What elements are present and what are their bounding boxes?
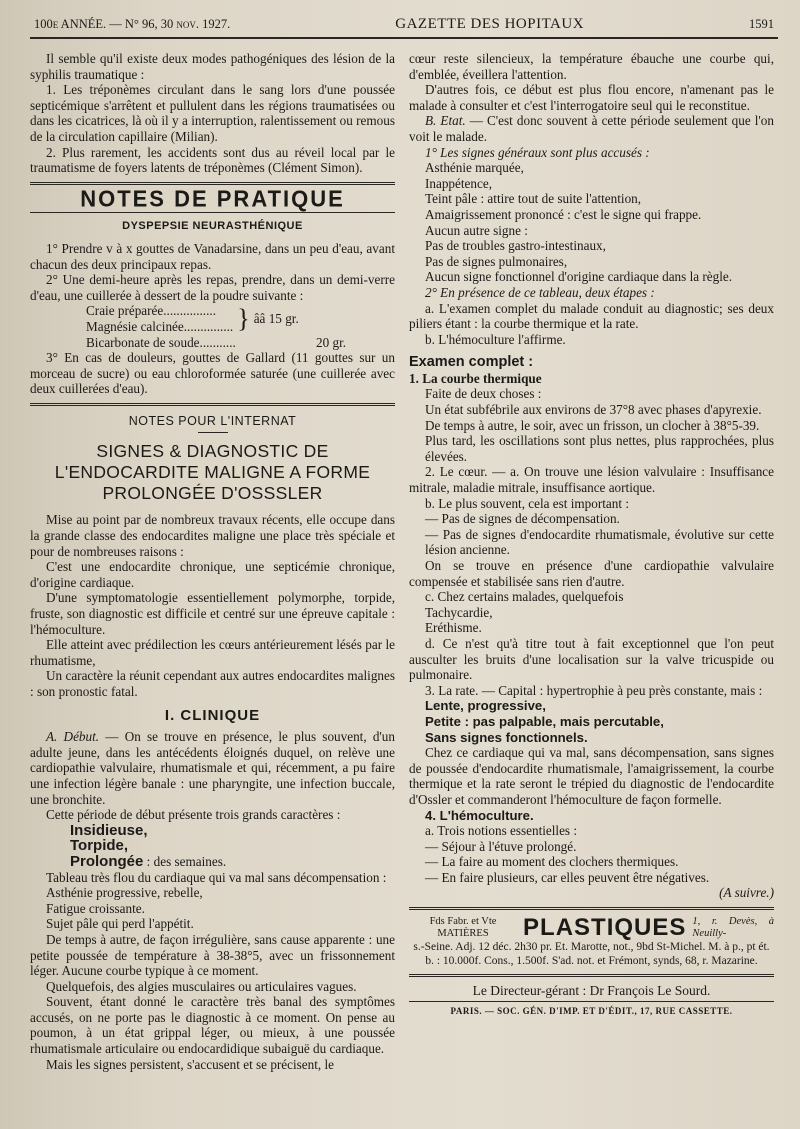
list-item: Teint pâle : attire tout de suite l'attention, bbox=[425, 191, 642, 207]
paragraph: Quelquefois, des algies musculaires ou articulaires vagues. bbox=[46, 978, 357, 994]
left-column bbox=[30, 51, 395, 1072]
divider bbox=[409, 907, 774, 910]
paragraph: D'autres fois, ce début est plus flou encore, n'amenant pas le malade à consulter et c'est l'interrogatoire seul qui le reconstitue. bbox=[409, 82, 774, 113]
ad-left: Fds Fabr. et Vte MATIÈRES bbox=[429, 916, 497, 940]
debut-label: A. Début. bbox=[46, 729, 100, 745]
paragraph: 3° En cas de douleurs, gouttes de Gallard (11 gouttes sur un morceau de sucre) ou eau chloroformée saturée (une cuillerée avec deux cuillerées d'eau). bbox=[30, 350, 395, 397]
list-item: Lente, progressive, bbox=[425, 698, 546, 714]
paragraph: Elle atteint avec prédilection les cœurs antérieurement lésés par le rhumatisme, bbox=[30, 637, 395, 668]
paragraph: b. Le plus souvent, cela est important : bbox=[425, 495, 629, 511]
page-header bbox=[30, 8, 778, 39]
formula-item: Bicarbonate de soude........... bbox=[86, 334, 236, 350]
list-item: Prolongée : des semaines. bbox=[70, 852, 227, 870]
list-item: Sans signes fonctionnels. bbox=[425, 729, 588, 745]
list-item: — Pas de signes d'endocardite rhumatismale, évolutive sur cette lésion ancienne. bbox=[425, 526, 774, 558]
journal-title: GAZETTE DES HOPITAUX bbox=[395, 16, 585, 32]
brace: } bbox=[237, 303, 250, 333]
list-item: Fatigue croissante. bbox=[46, 900, 145, 916]
list-item: Asthénie marquée, bbox=[425, 160, 524, 176]
imprint-line: PARIS. — SOC. GÉN. D'IMP. ET D'ÉDIT., 17, RUE CASSETTE. bbox=[450, 1005, 733, 1016]
page-number: 1591 bbox=[749, 17, 774, 31]
divider bbox=[198, 432, 228, 433]
paragraph: cœur reste silencieux, la température ébauche une courbe qui, d'emblée, éveillera l'attention. bbox=[409, 51, 774, 82]
list-item: Inappétence, bbox=[425, 175, 492, 191]
paragraph: D'une symptomatologie essentiellement polymorphe, torpide, fruste, son diagnostic est difficile et centré sur une épreuve capitale : l'hémoculture. bbox=[30, 590, 395, 637]
divider bbox=[409, 1001, 774, 1002]
section-title-notes: NOTES DE PRATIQUE bbox=[80, 185, 345, 212]
intro-paragraph: 1. Les tréponèmes circulant dans le sang lors d'une poussée septicémique s'arrêtent et pullulent dans les régions traumatisées ou dans les cicatrices, là où il y a interruption, ralentissement ou remous de la circulation capillaire (Milian). bbox=[30, 82, 395, 144]
subheading: 4. L'hémoculture. bbox=[425, 807, 534, 823]
list-item: — La faire au moment des clochers thermiques. bbox=[425, 854, 679, 870]
intro-paragraph: Il semble qu'il existe deux modes pathogéniques des lésion de la syphilis traumatique : bbox=[30, 51, 395, 82]
paragraph: Mise au point par de nombreux travaux récents, elle occupe dans la grande classe des endocardites maligne une place très spéciale et pour de nombreuses raisons : bbox=[30, 512, 395, 559]
paragraph: b. L'hémoculture l'affirme. bbox=[425, 331, 566, 347]
list-item: Insidieuse, bbox=[70, 821, 148, 839]
ad-headline: PLASTIQUES bbox=[523, 914, 687, 942]
formula-item: Magnésie calcinée............... bbox=[86, 318, 234, 334]
list-item: De temps à autre, le soir, avec un frisson, un clocher à 38°5-39. bbox=[425, 417, 760, 433]
list-item: — En faire plusieurs, car elles peuvent être négatives. bbox=[425, 869, 710, 885]
section-heading: Examen complet : bbox=[409, 354, 534, 371]
list-item: — Pas de signes de décompensation. bbox=[425, 511, 620, 527]
list-item: Aucun autre signe : bbox=[425, 222, 528, 238]
list-item: Asthénie progressive, rebelle, bbox=[46, 885, 203, 901]
list-item: Un état subfébrile aux environs de 37°8 avec phases d'apyrexie. bbox=[425, 402, 762, 418]
right-column bbox=[409, 51, 774, 1072]
paragraph: Chez ce cardiaque qui va mal, sans décompensation, sans signes de poussée d'endocardite rhumatismale, l'amaigrissement, la courbe thermique et la rate seront le trépied du diagnostic de l'endocardite d'Ossler et commanderont l'hémoculture de façon formelle. bbox=[409, 745, 774, 807]
prescription-formula bbox=[30, 303, 395, 334]
divider bbox=[30, 212, 395, 213]
paragraph: Un caractère la réunit cependant aux autres endocardites malignes : son pronostic fatal. bbox=[30, 668, 395, 699]
article-title: SIGNES & DIAGNOSTIC DE L'ENDOCARDITE MALIGNE A FORME PROLONGÉE D'OSSSLER bbox=[54, 441, 371, 504]
paragraph bbox=[30, 729, 395, 807]
paragraph: C'est une endocardite chronique, une septicémie chronique, d'origine cardiaque. bbox=[30, 559, 395, 590]
list-item: Tachycardie, bbox=[425, 604, 493, 620]
paragraph: On se trouve en présence d'une cardiopathie valvulaire compensée et stabilisée sans rien d'autre. bbox=[409, 558, 774, 589]
section-title-clinique: I. CLINIQUE bbox=[164, 706, 261, 724]
divider bbox=[30, 182, 395, 185]
debut-text: — On se trouve en présence, le plus souvent, d'un adulte jeune, dans les antécédents éloignés duquel, on relève une cardiopathie valvulaire, rhumatismale et qui, récemment, a pu faire une infection légère banale : une pharyngite, une infection buccale, une bronchite. bbox=[30, 729, 395, 807]
paragraph: d. Ce n'est qu'à titre tout à fait exceptionnel que l'on peut ausculter les bruits d'une localisation sur la valve tricuspide ou pulmonaire. bbox=[409, 635, 774, 683]
paragraph: 2. Le cœur. — a. On trouve une lésion valvulaire : Insuffisance mitrale, maladie mitrale, insuffisance aortique. bbox=[409, 464, 774, 496]
paragraph: 1° Prendre v à x gouttes de Vanadarsine, dans un peu d'eau, avant chacun des deux principaux repas. bbox=[30, 240, 395, 272]
list-item: Pas de signes pulmonaires, bbox=[425, 253, 568, 269]
paragraph: Mais les signes persistent, s'accusent et se précisent, le bbox=[46, 1056, 335, 1072]
list-item: — Séjour à l'étuve prolongé. bbox=[425, 838, 577, 854]
prescription-line bbox=[30, 335, 395, 351]
ad-text: s.-Seine. Adj. 12 déc. 2h30 pr. Et. Marotte, not., 9bd St-Michel. M. à p., pt ét. b. : 10.000f. Cons., 1.500f. S'ad. not. et Frémont, synds, 68, r. Mazarine. bbox=[413, 941, 770, 968]
paragraph: Tableau très flou du cardiaque qui va mal sans décompensation : bbox=[46, 869, 387, 885]
formula-dose: ââ 15 gr. bbox=[253, 311, 299, 327]
list-item: Amaigrissement prononcé : c'est le signe qui frappe. bbox=[425, 206, 702, 222]
ad-right: 1, r. Devès, à Neuilly- bbox=[692, 916, 774, 940]
list-item: Pas de troubles gastro-intestinaux, bbox=[425, 238, 606, 254]
paragraph: Souvent, étant donné le caractère très banal des symptômes accusés, on ne porte pas le diagnostic à ce moment. On pense au poumon, à un état grippal léger, ou mieux, à une poussée rhumatismale articulaire ou endocardidique subaiguë du cardiaque. bbox=[30, 994, 395, 1057]
divider bbox=[409, 974, 774, 977]
advertisement bbox=[409, 916, 774, 940]
paragraph: 2° En présence de ce tableau, deux étapes : bbox=[425, 284, 655, 300]
list-item: Faite de deux choses : bbox=[425, 386, 542, 402]
paragraph: De temps à autre, de façon irrégulière, sans cause apparente : une petite poussée de température à 38-38°5, avec un frissonnement léger. Aucune courbe typique à ce moment. bbox=[30, 931, 395, 979]
paragraph: 1° Les signes généraux sont plus accusés : bbox=[425, 144, 650, 160]
list-item: Torpide, bbox=[70, 837, 129, 855]
paragraph: 2° Une demi-heure après les repas, prendre, dans un demi-verre d'eau, une cuillerée à dessert de la poudre suivante : bbox=[30, 272, 395, 303]
paragraph: a. L'examen complet du malade conduit au diagnostic; ses deux piliers étant : la courbe thermique et la rate. bbox=[409, 300, 774, 332]
paragraph: 3. La rate. — Capital : hypertrophie à peu près constante, mais : bbox=[425, 682, 763, 698]
list-item: Aucun signe fonctionnel d'origine cardiaque dans la règle. bbox=[425, 269, 733, 285]
intro-paragraph: 2. Plus rarement, les accidents sont dus au réveil local par le traumatisme de foyers latents de tréponèmes (Clément Simon). bbox=[30, 144, 395, 176]
list-item: Petite : pas palpable, mais percutable, bbox=[425, 713, 664, 729]
formula-item: Craie préparée................ bbox=[86, 303, 216, 319]
subsection-title: NOTES POUR L'INTERNAT bbox=[128, 413, 297, 428]
issue-info: 100e ANNÉE. — N° 96, 30 nov. 1927. bbox=[34, 17, 231, 31]
subheading: 1. La courbe thermique bbox=[409, 370, 542, 386]
paragraph: c. Chez certains malades, quelquefois bbox=[425, 589, 624, 605]
list-item: Sujet pâle qui perd l'appétit. bbox=[46, 916, 194, 932]
director-line: Le Directeur-gérant : Dr François Le Sourd. bbox=[472, 983, 711, 999]
subsection-title: DYSPEPSIE NEURASTHÉNIQUE bbox=[122, 220, 303, 233]
formula-dose: 20 gr. bbox=[316, 334, 347, 350]
list-item: Plus tard, les oscillations sont plus nettes, plus rapprochées, plus élevées. bbox=[425, 433, 774, 464]
list-item: Eréthisme. bbox=[425, 620, 482, 636]
paragraph: a. Trois notions essentielles : bbox=[425, 823, 578, 839]
divider bbox=[30, 403, 395, 406]
continuation-note: (A suivre.) bbox=[719, 885, 774, 901]
paragraph: B. Etat. — C'est donc souvent à cette période seulement que l'on voit le malade. bbox=[409, 113, 774, 144]
paragraph: Cette période de début présente trois grands caractères : bbox=[46, 807, 341, 823]
